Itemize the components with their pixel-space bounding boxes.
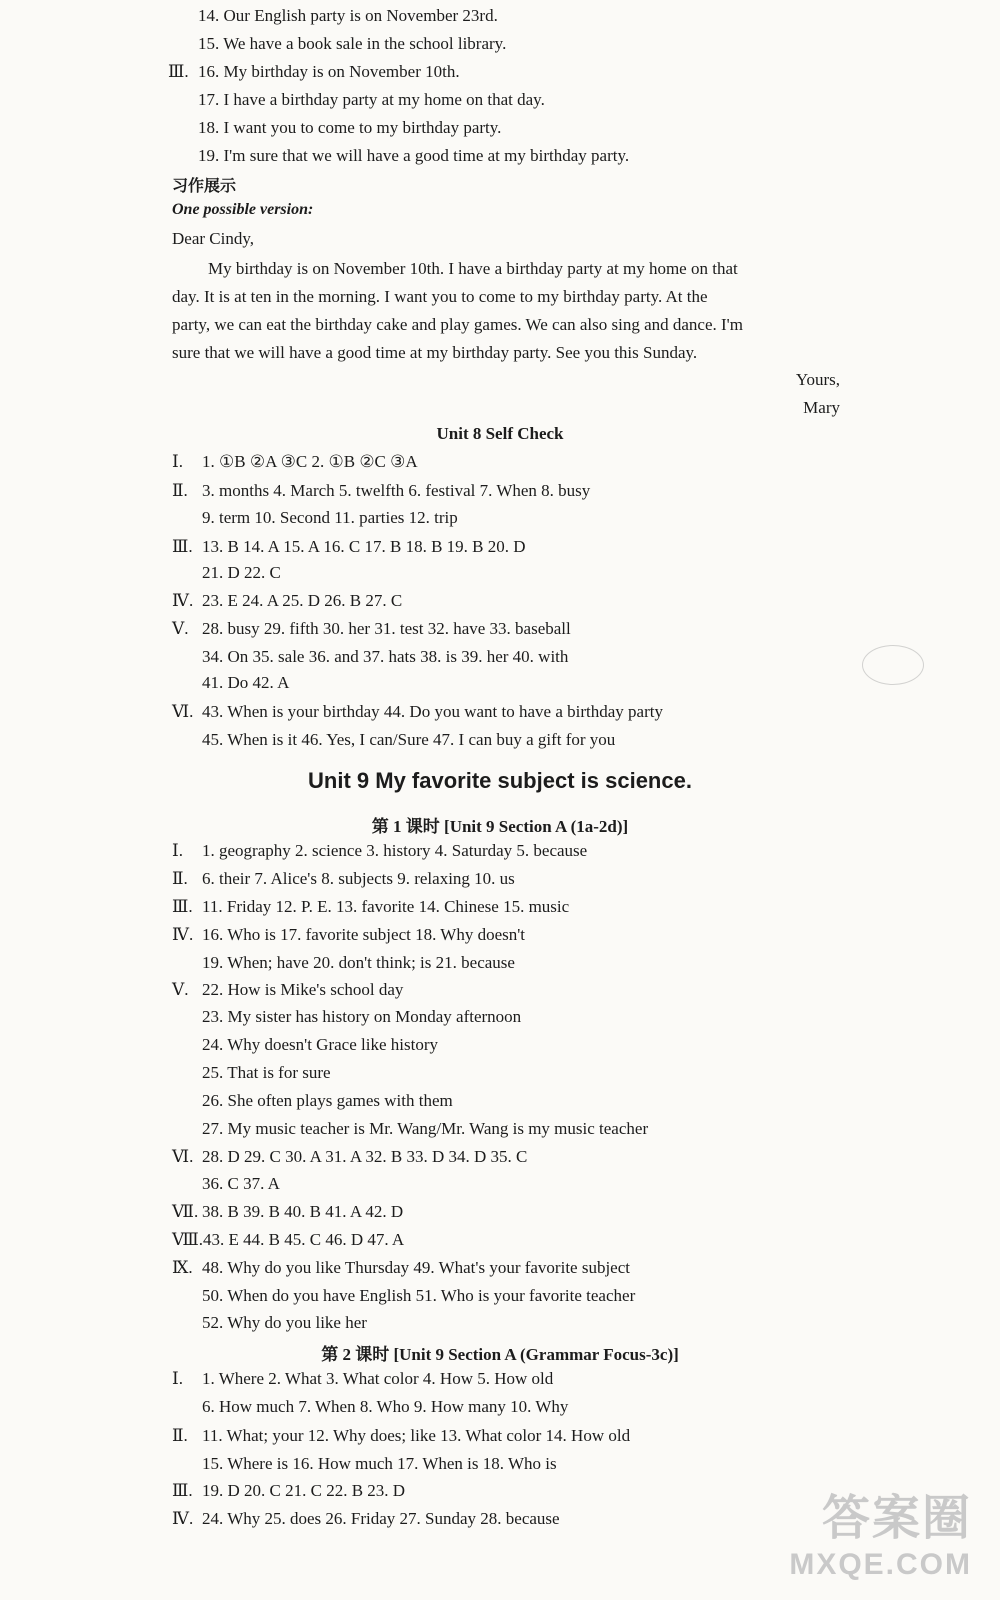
letter-closing: Yours,: [795, 370, 840, 389]
letter-greeting: Dear Cindy,: [172, 229, 254, 248]
answer-line: Ⅳ. 16. Who is 17. favorite subject 18. Why doesn't: [172, 925, 526, 944]
answer-line: Ⅱ. 11. What; your 12. Why does; like 13. What color 14. How old: [172, 1426, 631, 1445]
answer-line: Ⅰ. 1. geography 2. science 3. history 4. Saturday 5. because: [172, 841, 588, 860]
answer-line: Ⅷ.43. E 44. B 45. C 46. D 47. A: [172, 1230, 405, 1249]
answer-line: Ⅲ. 11. Friday 12. P. E. 13. favorite 14. Chinese 15. music: [172, 897, 570, 916]
answer-line: 14. Our English party is on November 23rd.: [198, 6, 498, 25]
answer-line: 25. That is for sure: [202, 1063, 331, 1082]
answer-line: 24. Why doesn't Grace like history: [202, 1035, 438, 1054]
answer-line: Ⅲ. 19. D 20. C 21. C 22. B 23. D: [172, 1481, 406, 1500]
answer-line: 23. My sister has history on Monday afternoon: [202, 1007, 522, 1026]
answer-line: 41. Do 42. A: [202, 673, 290, 692]
answer-line: 9. term 10. Second 11. parties 12. trip: [202, 508, 458, 527]
answer-line: Ⅵ. 28. D 29. C 30. A 31. A 32. B 33. D 34. D 35. C: [172, 1147, 528, 1166]
answer-line: 34. On 35. sale 36. and 37. hats 38. is 39. her 40. with: [202, 647, 569, 666]
answer-line: Ⅲ. 16. My birthday is on November 10th.: [168, 62, 460, 81]
letter-body-line: party, we can eat the birthday cake and play games. We can also sing and dance. I'm: [172, 315, 743, 334]
answer-line: 27. My music teacher is Mr. Wang/Mr. Wang is my music teacher: [202, 1119, 649, 1138]
letter-signature: Mary: [803, 398, 840, 417]
writing-heading: 习作展示: [172, 176, 237, 195]
stamp-mark: [862, 645, 924, 685]
answer-line: Ⅲ. 13. B 14. A 15. A 16. C 17. B 18. B 19. B 20. D: [172, 537, 526, 556]
watermark-logo: 答案圈: [821, 1492, 972, 1545]
answer-line: Ⅸ. 48. Why do you like Thursday 49. What's your favorite subject: [172, 1258, 630, 1277]
answer-line: Ⅴ. 22. How is Mike's school day: [172, 980, 404, 999]
unit9-title: Unit 9 My favorite subject is science.: [308, 768, 692, 793]
answer-line: 19. I'm sure that we will have a good time at my birthday party.: [198, 146, 630, 165]
answer-line: 6. How much 7. When 8. Who 9. How many 10. Why: [202, 1397, 569, 1416]
lesson1-title: 第 1 课时 [Unit 9 Section A (1a-2d)]: [371, 817, 629, 836]
answer-line: Ⅳ. 24. Why 25. does 26. Friday 27. Sunday 28. because: [172, 1509, 560, 1528]
answer-line: 36. C 37. A: [202, 1174, 280, 1193]
answer-line: Ⅶ. 38. B 39. B 40. B 41. A 42. D: [172, 1202, 404, 1221]
answer-line: Ⅴ. 28. busy 29. fifth 30. her 31. test 32. have 33. baseball: [172, 619, 571, 638]
lesson2-title: 第 2 课时 [Unit 9 Section A (Grammar Focus-3c)]: [321, 1345, 679, 1364]
answer-line: Ⅱ. 3. months 4. March 5. twelfth 6. festival 7. When 8. busy: [172, 481, 591, 500]
version-label: One possible version:: [172, 201, 314, 218]
watermark-url: MXQE.COM: [789, 1548, 972, 1581]
answer-line: Ⅵ. 43. When is your birthday 44. Do you want to have a birthday party: [172, 702, 663, 721]
answer-line: 21. D 22. C: [202, 563, 281, 582]
answer-line: Ⅳ. 23. E 24. A 25. D 26. B 27. C: [172, 591, 403, 610]
answer-line: 26. She often plays games with them: [202, 1091, 453, 1110]
answer-line: 50. When do you have English 51. Who is your favorite teacher: [202, 1286, 636, 1305]
answer-line: Ⅰ. 1. ①B ②A ③C 2. ①B ②C ③A: [172, 452, 418, 471]
answer-line: Ⅱ. 6. their 7. Alice's 8. subjects 9. relaxing 10. us: [172, 869, 515, 888]
answer-line: 19. When; have 20. don't think; is 21. because: [202, 953, 515, 972]
answer-line: Ⅰ. 1. Where 2. What 3. What color 4. How 5. How old: [172, 1369, 554, 1388]
letter-body-line: day. It is at ten in the morning. I want you to come to my birthday party. At the: [172, 287, 708, 306]
answer-line: 45. When is it 46. Yes, I can/Sure 47. I can buy a gift for you: [202, 730, 616, 749]
answer-line: 18. I want you to come to my birthday party.: [198, 118, 502, 137]
answer-line: 15. We have a book sale in the school library.: [198, 34, 507, 53]
letter-body-line: My birthday is on November 10th. I have a birthday party at my home on that: [208, 259, 738, 278]
answer-line: 17. I have a birthday party at my home on that day.: [198, 90, 545, 109]
answer-line: 52. Why do you like her: [202, 1313, 367, 1332]
self-check-title: Unit 8 Self Check: [436, 424, 564, 443]
watermark: [789, 1479, 972, 1582]
letter-body-line: sure that we will have a good time at my birthday party. See you this Sunday.: [172, 343, 698, 362]
answer-line: 15. Where is 16. How much 17. When is 18. Who is: [202, 1454, 557, 1473]
